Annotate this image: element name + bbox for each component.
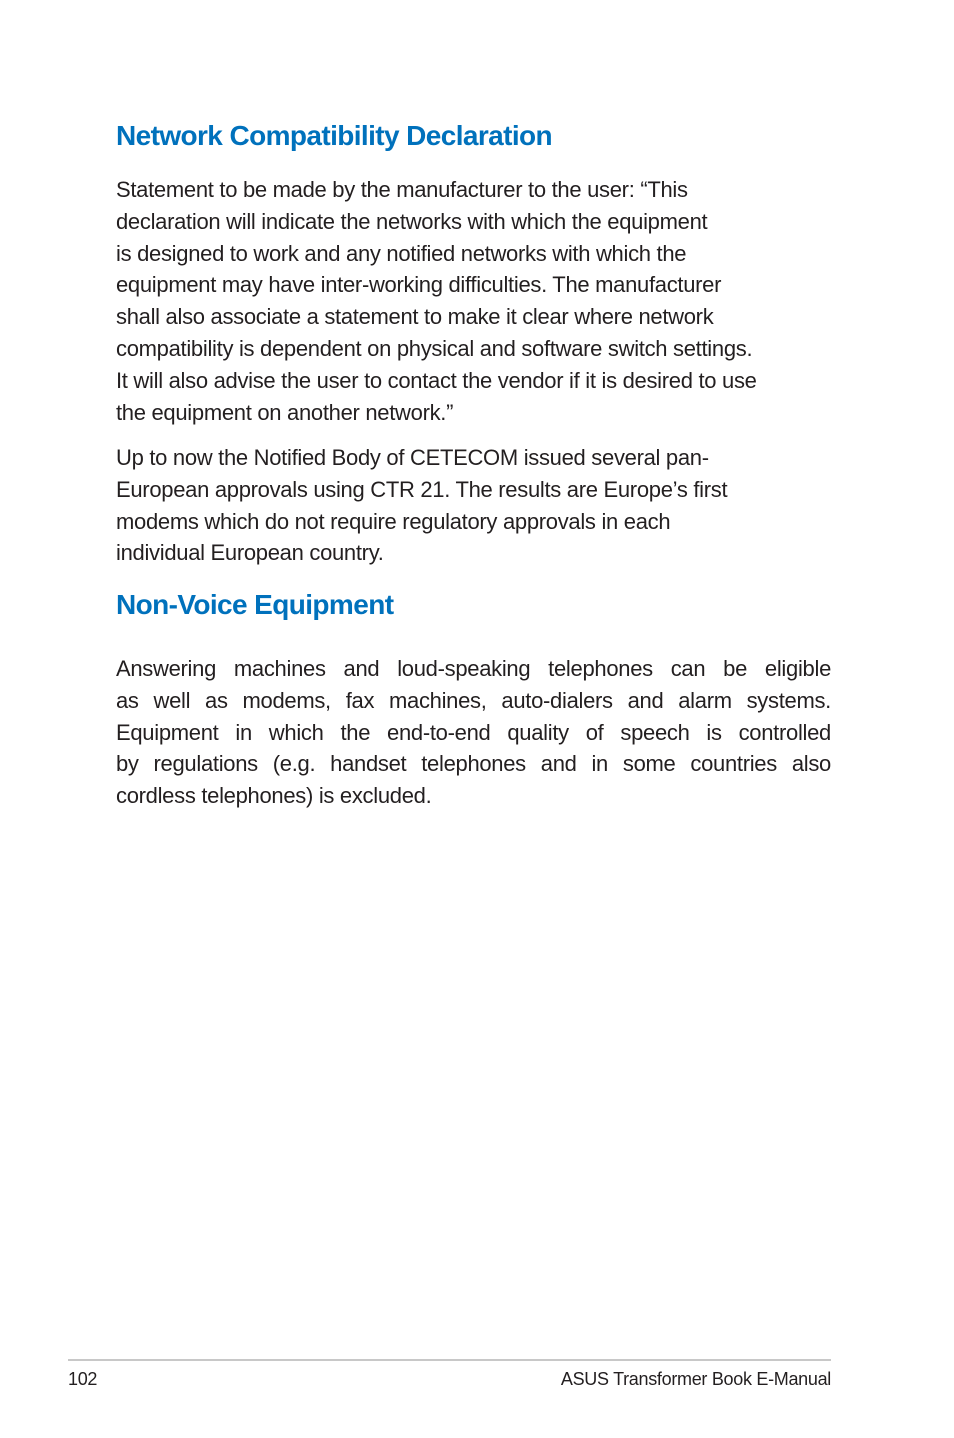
text-line: Answering machines and loud-speaking telephones can be eligible	[116, 656, 831, 681]
paragraph-manufacturer-statement	[116, 174, 836, 428]
text-line: compatibility is dependent on physical and software switch settings.	[116, 335, 753, 361]
text-line: cordless telephones) is excluded.	[116, 783, 432, 809]
footer-divider	[68, 1359, 831, 1361]
manual-title: ASUS Transformer Book E-Manual	[560, 1369, 831, 1389]
text-line: It will also advise the user to contact the vendor if it is desired to use	[116, 367, 757, 393]
text-line: by regulations (e.g. handset telephones and in some countries also	[116, 751, 831, 777]
text-line: equipment may have inter-working difficulties. The manufacturer	[116, 272, 722, 298]
page-number: 102	[68, 1369, 98, 1389]
text-line: European approvals using CTR 21. The results are Europe’s first	[116, 476, 728, 502]
text-line: the equipment on another network.”	[116, 399, 454, 425]
text-line: Up to now the Notified Body of CETECOM issued several pan-	[116, 445, 709, 470]
paragraph-non-voice-equipment	[116, 653, 831, 812]
text-line: Equipment in which the end-to-end quality of speech is controlled	[116, 719, 831, 745]
section-heading-network-compatibility: Network Compatibility Declaration	[116, 120, 553, 151]
text-line: modems which do not require regulatory approvals in each	[116, 508, 671, 534]
text-line: is designed to work and any notified networks with which the	[116, 240, 687, 266]
paragraph-cetecom-approvals	[116, 442, 836, 569]
text-line: Statement to be made by the manufacturer to the user: “This	[116, 177, 688, 202]
text-line: individual European country.	[116, 540, 384, 566]
text-line: as well as modems, fax machines, auto-dialers and alarm systems.	[116, 687, 831, 713]
section-heading-non-voice-equipment: Non-Voice Equipment	[116, 589, 394, 620]
text-line: shall also associate a statement to make it clear where network	[116, 304, 714, 330]
text-line: declaration will indicate the networks with which the equipment	[116, 208, 708, 234]
